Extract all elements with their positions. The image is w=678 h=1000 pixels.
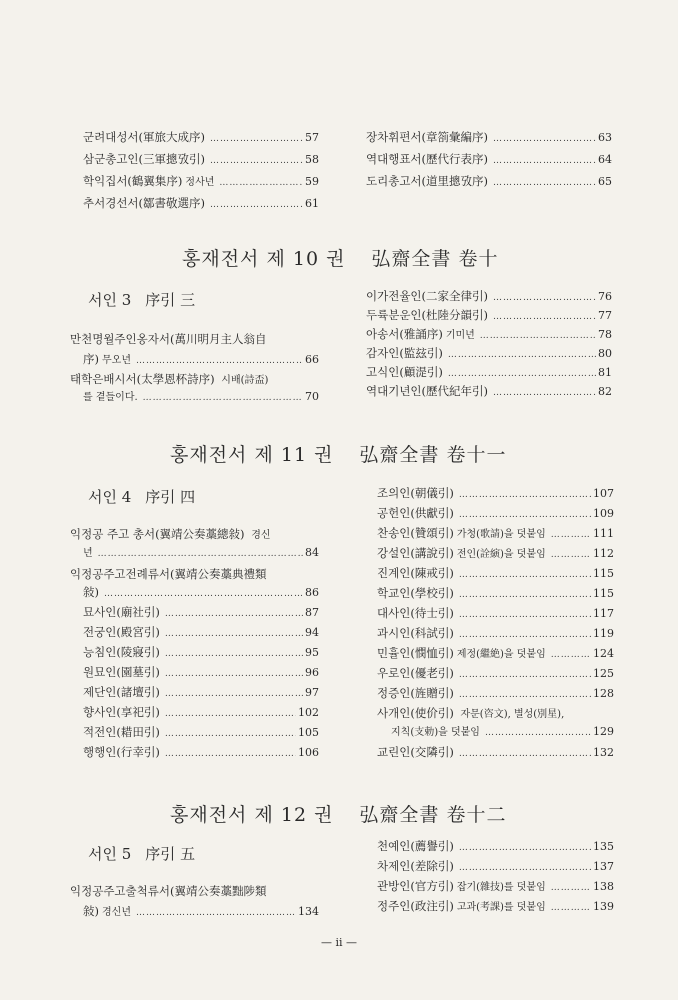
entry-line[interactable]	[70, 883, 266, 899]
toc-entry[interactable]	[377, 505, 614, 523]
leader-dots	[459, 860, 591, 876]
leader-dots	[165, 746, 296, 762]
entry-title: 학교인(學校引)	[377, 586, 454, 600]
entry-note: 제정(繼絶)을 덧붙임	[456, 649, 546, 660]
entry-title: 민휼인(憫恤引)	[377, 646, 454, 660]
leader-dots	[210, 197, 303, 213]
toc-entry[interactable]	[377, 838, 614, 856]
entry-title: 익정공주고전례류서(翼靖公奏藁典禮類	[70, 567, 267, 581]
toc-entry[interactable]	[83, 584, 319, 602]
entry-title: 익정공주고출척류서(翼靖公奏藁黜陟類	[70, 884, 267, 898]
entry-page: 115	[593, 587, 614, 600]
entry-note: 전인(詮縯)을 덧붙임	[456, 549, 546, 560]
entry-line[interactable]	[70, 566, 266, 582]
entry-title: 천예인(薦譽引)	[377, 839, 454, 853]
toc-entry[interactable]	[366, 173, 612, 191]
toc-entry[interactable]	[377, 878, 614, 896]
entry-page: 129	[593, 725, 614, 738]
leader-dots	[551, 880, 591, 896]
entry-page: 138	[593, 880, 614, 893]
toc-entry[interactable]	[377, 525, 614, 543]
entry-title: 능침인(陵寢引)	[83, 645, 160, 659]
toc-entry[interactable]	[83, 389, 319, 406]
entry-title: 원묘인(園墓引)	[83, 665, 160, 679]
entry-page: 128	[593, 687, 614, 700]
entry-page: 119	[593, 627, 614, 640]
toc-entry[interactable]	[377, 625, 614, 643]
entry-page: 84	[305, 546, 319, 559]
toc-entry[interactable]	[83, 664, 319, 682]
entry-page: 95	[305, 646, 319, 659]
entry-page: 64	[598, 153, 612, 166]
entry-title-continued: 敍)	[83, 585, 99, 599]
toc-entry[interactable]	[366, 151, 612, 169]
entry-page: 135	[593, 840, 614, 853]
entry-line[interactable]	[70, 526, 271, 544]
leader-dots	[459, 667, 591, 683]
entry-note: 가청(歌請)을 덧붙임	[456, 529, 546, 540]
toc-entry[interactable]	[83, 903, 319, 921]
entry-title-continued: 序)	[83, 352, 99, 366]
leader-dots	[459, 487, 591, 503]
toc-entry[interactable]	[83, 644, 319, 662]
leader-dots	[459, 746, 591, 762]
entry-title: 사개인(使价引)	[377, 706, 454, 720]
volume-heading-hanja: 弘齋全書 卷十二	[359, 804, 507, 826]
volume-heading-korean: 홍재전서 제 12 권	[170, 804, 334, 826]
toc-entry[interactable]	[83, 195, 319, 213]
leader-dots	[165, 666, 303, 682]
entry-title-continued: 敍)	[83, 904, 99, 918]
entry-title: 강설인(講說引)	[377, 546, 454, 560]
toc-entry[interactable]	[83, 351, 319, 369]
leader-dots	[493, 131, 596, 147]
entry-title: 두륙분운인(杜陸分韻引)	[366, 308, 489, 322]
entry-page: 57	[305, 131, 319, 144]
entry-note: 시배(詩盃)	[221, 375, 269, 386]
leader-dots	[459, 607, 591, 623]
toc-entry[interactable]	[83, 704, 319, 722]
entry-title: 정증인(旌贈引)	[377, 686, 454, 700]
toc-entry[interactable]	[366, 326, 612, 344]
entry-title: 감자인(監玆引)	[366, 346, 443, 360]
leader-dots	[219, 175, 303, 191]
entry-page: 70	[305, 390, 319, 403]
entry-note: 경신	[251, 530, 271, 541]
leader-dots	[493, 309, 596, 325]
leader-dots	[136, 905, 296, 921]
entry-title: 장차휘편서(章箚彙編序)	[366, 130, 489, 144]
preface-korean: 서인 5	[88, 845, 132, 863]
preface-hanja: 序引 五	[145, 845, 196, 863]
toc-entry[interactable]	[366, 288, 612, 306]
entry-title-continued: 를 곁들이다.	[83, 392, 138, 403]
entry-title-continued: 년	[83, 548, 93, 559]
toc-entry[interactable]	[83, 545, 319, 562]
entry-title: 행행인(行幸引)	[83, 745, 160, 759]
entry-page: 94	[305, 626, 319, 639]
leader-dots	[448, 366, 596, 382]
entry-title: 제단인(諸壇引)	[83, 685, 160, 699]
toc-entry[interactable]	[377, 485, 614, 503]
entry-title: 만천명월주인옹자서(萬川明月主人翁自	[70, 332, 267, 346]
leader-dots	[136, 353, 303, 369]
toc-entry[interactable]	[377, 858, 614, 876]
entry-page: 78	[598, 328, 612, 341]
entry-title: 진계인(陳戒引)	[377, 566, 454, 580]
entry-title: 군려대성서(軍旅大成序)	[83, 130, 206, 144]
leader-dots	[165, 726, 296, 742]
toc-entry[interactable]	[366, 307, 612, 325]
entry-page: 96	[305, 666, 319, 679]
entry-title: 조의인(朝儀引)	[377, 486, 454, 500]
entry-title: 역대기년인(歷代紀年引)	[366, 384, 489, 398]
entry-note: 경신년	[102, 907, 131, 918]
entry-title: 차제인(差除引)	[377, 859, 454, 873]
entry-page: 82	[598, 385, 612, 398]
toc-entry[interactable]	[377, 545, 614, 563]
entry-title: 우로인(優老引)	[377, 666, 454, 680]
volume-heading-korean: 홍재전서 제 11 권	[170, 444, 334, 466]
entry-note: 정사년	[185, 177, 215, 188]
entry-note: 자문(咨文), 별성(別星),	[460, 709, 565, 720]
entry-title: 도리총고서(道里摠攷序)	[366, 174, 489, 188]
leader-dots	[459, 687, 591, 703]
entry-note: 고과(考課)를 덧붙임	[456, 902, 546, 913]
leader-dots	[98, 546, 303, 562]
preface-hanja: 序引 三	[145, 291, 196, 309]
toc-entry[interactable]	[391, 724, 614, 741]
leader-dots	[551, 547, 591, 563]
entry-page: 137	[593, 860, 614, 873]
entry-title: 적전인(耤田引)	[83, 725, 160, 739]
toc-entry[interactable]	[366, 383, 612, 401]
entry-page: 77	[598, 309, 612, 322]
entry-line[interactable]	[70, 371, 268, 389]
entry-page: 106	[298, 746, 319, 759]
leader-dots	[210, 153, 303, 169]
entry-title: 고식인(顧湜引)	[366, 365, 443, 379]
entry-page: 105	[298, 726, 319, 739]
entry-title: 역대행표서(歷代行表序)	[366, 152, 489, 166]
volume-heading-hanja: 弘齋全書 卷十一	[359, 444, 507, 466]
preface-hanja: 序引 四	[145, 488, 196, 506]
entry-title: 대사인(待士引)	[377, 606, 454, 620]
leader-dots	[165, 626, 303, 642]
preface-heading	[88, 289, 195, 310]
leader-dots	[485, 725, 591, 741]
preface-korean: 서인 3	[88, 291, 132, 309]
toc-entry[interactable]	[83, 684, 319, 702]
leader-dots	[165, 646, 303, 662]
leader-dots	[551, 647, 591, 663]
volume-heading-hanja: 弘齋全書 卷十	[371, 248, 499, 270]
entry-page: 132	[593, 746, 614, 759]
leader-dots	[459, 587, 591, 603]
entry-page: 117	[593, 607, 614, 620]
entry-page: 80	[598, 347, 612, 360]
entry-page: 65	[598, 175, 612, 188]
entry-page: 107	[593, 487, 614, 500]
leader-dots	[551, 900, 591, 916]
leader-dots	[448, 347, 596, 363]
leader-dots	[143, 390, 303, 406]
entry-title: 교린인(交隣引)	[377, 745, 454, 759]
leader-dots	[480, 328, 596, 344]
entry-page: 87	[305, 606, 319, 619]
toc-entry[interactable]	[377, 645, 614, 663]
volume-heading	[170, 440, 506, 467]
toc-entry[interactable]	[366, 364, 612, 382]
entry-title: 공헌인(供獻引)	[377, 506, 454, 520]
toc-entry[interactable]	[377, 665, 614, 683]
toc-entry[interactable]	[83, 624, 319, 642]
entry-note: 기미년	[445, 330, 475, 341]
entry-page: 109	[593, 507, 614, 520]
toc-entry[interactable]	[377, 605, 614, 623]
leader-dots	[104, 586, 303, 602]
entry-title: 찬송인(贊頌引)	[377, 526, 454, 540]
preface-heading	[88, 486, 195, 507]
leader-dots	[165, 686, 303, 702]
toc-entry[interactable]	[83, 173, 319, 191]
leader-dots	[459, 507, 591, 523]
page-number: — ii —	[320, 936, 358, 949]
entry-page: 115	[593, 567, 614, 580]
leader-dots	[493, 175, 596, 191]
entry-title: 묘사인(廟社引)	[83, 605, 160, 619]
toc-entry[interactable]	[377, 585, 614, 603]
entry-note: 무오년	[102, 355, 131, 366]
entry-page: 63	[598, 131, 612, 144]
toc-entry[interactable]	[83, 724, 319, 742]
entry-title: 정주인(政注引)	[377, 899, 454, 913]
entry-page: 86	[305, 586, 319, 599]
toc-entry[interactable]	[83, 151, 319, 169]
entry-page: 81	[598, 366, 612, 379]
entry-title: 추서경선서(鄒書敬選序)	[83, 196, 206, 210]
entry-line[interactable]	[377, 705, 564, 723]
entry-page: 76	[598, 290, 612, 303]
entry-title: 이가전율인(二家全律引)	[366, 289, 489, 303]
entry-page: 102	[298, 706, 319, 719]
entry-page: 112	[593, 547, 614, 560]
leader-dots	[493, 153, 596, 169]
entry-note: 잡기(雜技)를 덧붙임	[456, 882, 546, 893]
entry-page: 139	[593, 900, 614, 913]
leader-dots	[210, 131, 303, 147]
entry-title: 아송서(雅誦序)	[366, 327, 443, 341]
toc-entry[interactable]	[83, 604, 319, 622]
toc-entry[interactable]	[377, 898, 614, 916]
entry-title: 과시인(科試引)	[377, 626, 454, 640]
entry-page: 125	[593, 667, 614, 680]
entry-page: 97	[305, 686, 319, 699]
entry-page: 66	[305, 353, 319, 366]
entry-title: 익정공 주고 총서(翼靖公奏藁總敍)	[70, 527, 245, 541]
preface-heading	[88, 843, 195, 864]
leader-dots	[493, 290, 596, 306]
entry-title: 학익집서(鶴翼集序)	[83, 174, 183, 188]
entry-title: 전궁인(殿宮引)	[83, 625, 160, 639]
entry-title-continued: 지칙(支勅)을 덧붙임	[391, 727, 480, 738]
entry-page: 58	[305, 153, 319, 166]
toc-entry[interactable]	[83, 129, 319, 147]
preface-korean: 서인 4	[88, 488, 132, 506]
entry-line[interactable]	[70, 331, 266, 347]
leader-dots	[459, 627, 591, 643]
entry-title: 삼군총고인(三軍摠攷引)	[83, 152, 206, 166]
leader-dots	[459, 567, 591, 583]
entry-page: 59	[305, 175, 319, 188]
leader-dots	[493, 385, 596, 401]
toc-entry[interactable]	[83, 744, 319, 762]
leader-dots	[165, 706, 296, 722]
leader-dots	[551, 527, 591, 543]
leader-dots	[165, 606, 303, 622]
leader-dots	[459, 840, 591, 856]
toc-entry[interactable]	[377, 744, 614, 762]
volume-heading	[182, 244, 498, 271]
volume-heading	[170, 800, 506, 827]
toc-entry[interactable]	[366, 345, 612, 363]
toc-entry[interactable]	[377, 685, 614, 703]
entry-page: 61	[305, 197, 319, 210]
toc-entry[interactable]	[366, 129, 612, 147]
entry-page: 111	[593, 527, 614, 540]
toc-entry[interactable]	[377, 565, 614, 583]
entry-title: 태학은배시서(太學恩杯詩序)	[70, 372, 215, 386]
entry-page: 134	[298, 905, 319, 918]
entry-page: 124	[593, 647, 614, 660]
entry-title: 향사인(享祀引)	[83, 705, 160, 719]
entry-title: 관방인(官方引)	[377, 879, 454, 893]
volume-heading-korean: 홍재전서 제 10 권	[182, 248, 346, 270]
